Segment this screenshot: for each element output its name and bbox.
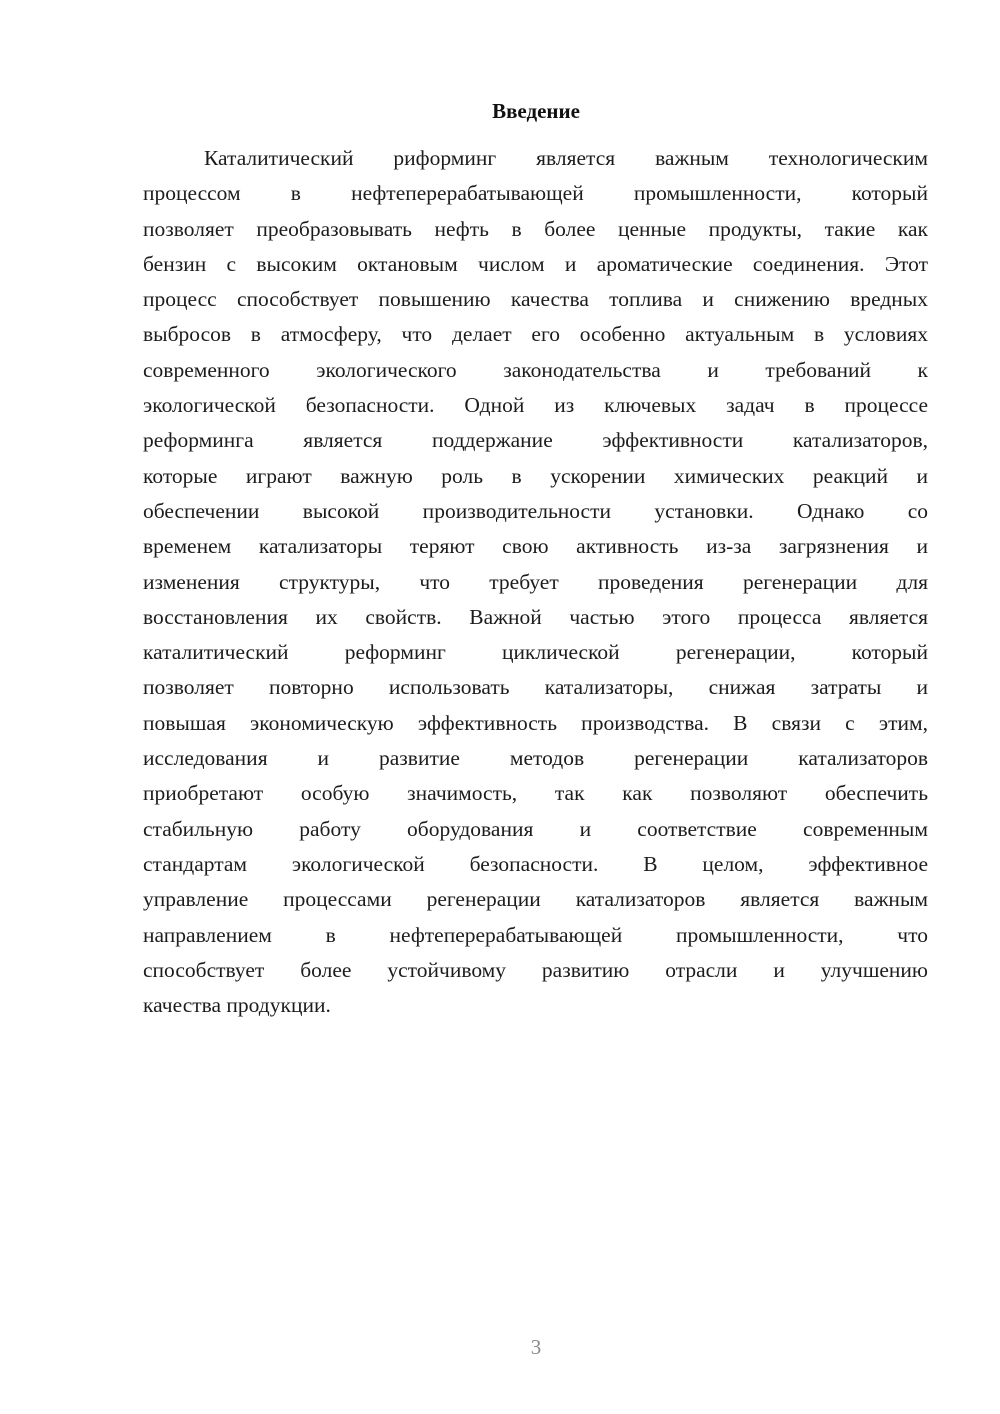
paragraph-line: повышая экономическую эффективность производства. В связи с этим,: [143, 710, 928, 735]
paragraph-line: стабильную работу оборудования и соответствие современным: [143, 816, 928, 841]
paragraph-line: исследования и развитие методов регенерации катализаторов: [143, 746, 928, 771]
page-number: 3: [530, 1335, 542, 1359]
paragraph-line: процессом в нефтеперерабатывающей промышленности, который: [143, 181, 928, 206]
paragraph-line: Каталитический риформинг является важным технологическим: [204, 146, 928, 170]
paragraph-line: временем катализаторы теряют свою активность из-за загрязнения и: [143, 534, 928, 559]
paragraph-line: современного экологического законодательства и требований к: [143, 357, 928, 382]
paragraph-line: способствует более устойчивому развитию отрасли и улучшению: [143, 957, 928, 982]
paragraph-line: позволяет повторно использовать катализаторы, снижая затраты и: [143, 675, 928, 700]
paragraph-line: которые играют важную роль в ускорении химических реакций и: [143, 463, 928, 488]
paragraph-line: изменения структуры, что требует проведения регенерации для: [143, 569, 928, 594]
section-heading: Введение: [492, 99, 580, 123]
paragraph-line: управление процессами регенерации катализаторов является важным: [143, 887, 928, 912]
paragraph-line: процесс способствует повышению качества топлива и снижению вредных: [143, 287, 928, 312]
paragraph-line: позволяет преобразовывать нефть в более ценные продукты, такие как: [143, 216, 928, 241]
introduction-paragraph: [143, 141, 928, 1023]
paragraph-line: бензин с высоким октановым числом и ароматические соединения. Этот: [143, 251, 928, 276]
paragraph-line: выбросов в атмосферу, что делает его особенно актуальным в условиях: [143, 322, 928, 347]
paragraph-line: приобретают особую значимость, так как позволяют обеспечить: [143, 781, 928, 806]
paragraph-line: обеспечении высокой производительности установки. Однако со: [143, 498, 928, 523]
paragraph-line: направлением в нефтеперерабатывающей промышленности, что: [143, 922, 928, 947]
paragraph-line: реформинга является поддержание эффективности катализаторов,: [143, 428, 928, 453]
paragraph-line: восстановления их свойств. Важной частью этого процесса является: [143, 604, 928, 629]
paragraph-line: стандартам экологической безопасности. В целом, эффективное: [143, 851, 928, 876]
paragraph-line: экологической безопасности. Одной из ключевых задач в процессе: [143, 393, 928, 418]
paragraph-line: каталитический реформинг циклической регенерации, который: [143, 640, 928, 665]
paragraph-line: качества продукции.: [143, 993, 331, 1018]
